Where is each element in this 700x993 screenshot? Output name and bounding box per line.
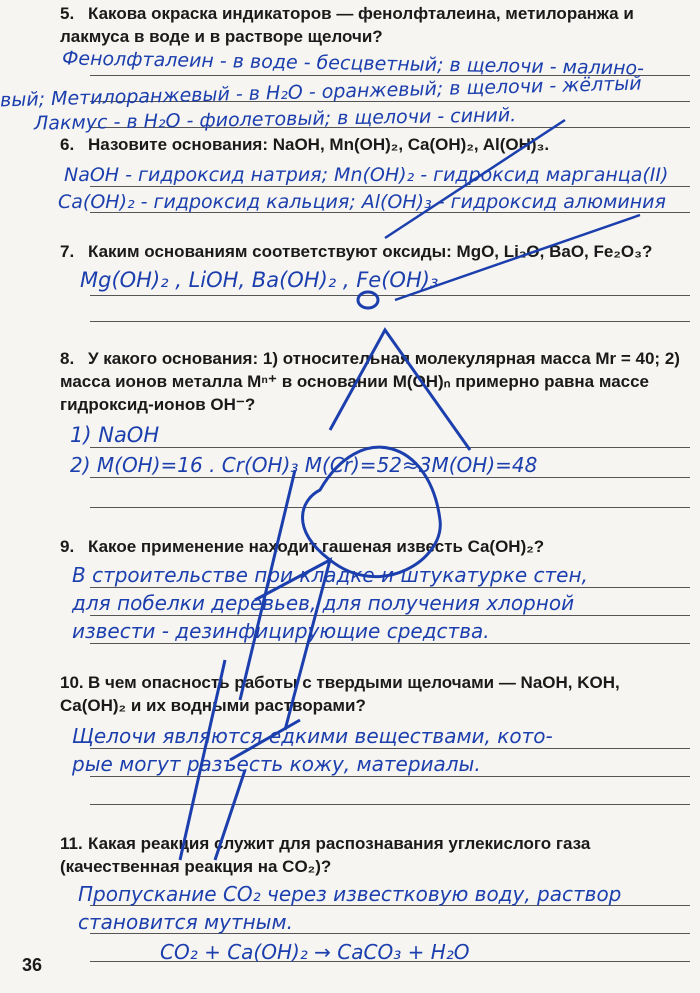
handwritten-answer: В строительстве при кладке и штукатурке стен,: [72, 563, 588, 587]
handwritten-answer: становится мутным.: [78, 910, 293, 934]
handwritten-answer: 2) M(OH)=16 . Cr(OH)₃ M(Cr)=52≈3M(OH)=48: [70, 453, 538, 477]
question-5: [60, 2, 690, 48]
handwritten-answer: Щелочи являются едкими веществами, кото-: [72, 724, 553, 748]
question-number: 5.: [60, 4, 75, 23]
question-text: Какая реакция служит для распознавания углекислого газа (качественная реакция на CO₂)?: [60, 834, 591, 876]
question-number: 8.: [60, 349, 75, 368]
question-text: В чем опасность работы с твердыми щелочами — NaOH, KOH, Ca(OH)₂ и их водными растворами?: [60, 673, 620, 715]
handwritten-answer: вый; Метилоранжевый - в H₂O - оранжевый; в щелочи - жёлтый: [0, 72, 642, 112]
handwritten-answer: 1) NaOH: [70, 423, 160, 447]
handwritten-answer: рые могут разъесть кожу, материалы.: [72, 752, 481, 776]
question-text: У какого основания: 1) относительная молекулярная масса Mr = 40; 2) масса ионов металла Mⁿ⁺ в основании M(OH)ₙ примерно равна массе гидроксид-ионов OH⁻?: [60, 349, 680, 414]
handwritten-answer: Лакмус - в H₂O - фиолетовый; в щелочи - синий.: [33, 104, 517, 135]
handwritten-answer: для побелки деревьев, для получения хлорной: [72, 591, 575, 615]
question-8: [60, 347, 690, 416]
page-number: 36: [22, 955, 43, 975]
question-number: 11.: [60, 834, 83, 853]
answer-line: [90, 295, 690, 296]
question-6: [60, 133, 690, 156]
answer-line: [90, 507, 690, 508]
question-7: [60, 240, 690, 263]
handwritten-answer: Ca(OH)₂ - гидроксид кальция; Al(OH)₃ - гидроксид алюминия: [58, 191, 666, 213]
question-10: [60, 671, 690, 717]
answer-line: [90, 321, 690, 322]
handwritten-answer: Mg(OH)₂ , LiOH, Ba(OH)₂ , Fe(OH)₃: [80, 268, 439, 292]
question-number: 6.: [60, 135, 75, 154]
handwritten-answer: Фенолфталеин - в воде - бесцветный; в щелочи - малино-: [61, 47, 645, 80]
handwritten-answer: CO₂ + Ca(OH)₂ → CaCO₃ + H₂O: [160, 940, 470, 964]
answer-line: [90, 804, 690, 805]
question-number: 9.: [60, 537, 75, 556]
handwritten-answer: извести - дезинфицирующие средства.: [72, 619, 490, 643]
question-text: Какое применение находит гашеная известь Ca(OH)₂?: [88, 537, 545, 556]
question-number: 7.: [60, 242, 75, 261]
question-11: [60, 832, 690, 878]
handwritten-answer: NaOH - гидроксид натрия; Mn(OH)₂ - гидроксид марганца(II): [64, 164, 669, 186]
question-number: 10.: [60, 673, 84, 692]
question-text: Назовите основания: NaOH, Mn(OH)₂, Ca(OH)₂, Al(OH)₃.: [88, 135, 550, 154]
handwritten-answer: Пропускание CO₂ через известковую воду, раствор: [78, 882, 622, 906]
question-text: Каким основаниям соответствуют оксиды: MgO, Li₂O, BaO, Fe₂O₃?: [88, 242, 653, 261]
question-text: Какова окраска индикаторов — фенолфталеина, метилоранжа и лакмуса в воде и в растворе щелочи?: [60, 4, 634, 46]
question-9: [60, 535, 690, 558]
